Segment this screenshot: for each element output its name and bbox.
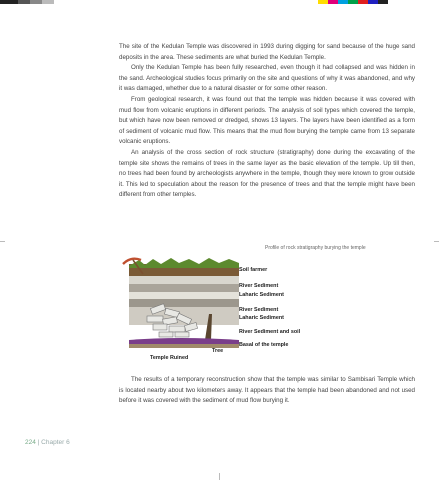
label-laharic-sediment: Laharic Sediment — [239, 315, 284, 321]
label-soil-farmer: Soil farmer — [239, 267, 268, 273]
closing-text — [119, 375, 415, 407]
label-basal-of-temple: Basal of the temple — [239, 342, 289, 348]
separator: | — [37, 439, 42, 446]
paragraph: From geological research, it was found out that the temple was hidden because it was covered with mud flow from volcanic eruptions in different periods. The analysis of soil types which covered the temple, but which have now been removed or dredged, shows 13 layers. The layers have been identified as a form of sediment of volcanic mud flow. This means that the mud flow burying the temple came from 13 separate volcanic eruptions. — [119, 95, 415, 146]
sediment-layer — [129, 299, 239, 307]
paragraph: The results of a temporary reconstruction show that the temple was similar to Sambisari Temple which is located nearby about two kilometers away. It appears that the temple had been abandoned and not used before it was covered with the sediment of mud flow burying it. — [119, 376, 415, 405]
page-footer — [25, 439, 70, 446]
page-number: 224 — [25, 439, 36, 446]
body-text — [119, 42, 415, 201]
print-color-bar — [0, 0, 439, 4]
label-river-sediment: River Sediment — [239, 307, 279, 313]
label-tree: Tree — [212, 348, 224, 354]
stratigraphy-figure — [119, 244, 419, 364]
crop-mark — [0, 241, 5, 242]
crop-mark — [434, 241, 439, 242]
label-laharic-sediment: Laharic Sediment — [239, 292, 284, 298]
label-temple-ruined: Temple Ruined — [150, 355, 189, 361]
sediment-layer — [129, 276, 239, 284]
label-river-sediment-and-soil: River Sediment and soil — [239, 329, 301, 335]
paragraph: Only the Kedulan Temple has been fully researched, even though it had collapsed and was hidden in the sand. Archeological studies focus primarily on the site and questions of why it was abandoned, and why it was damaged, whether due to a natural disaster or for some other reason. — [119, 64, 415, 93]
figure-caption: Profile of rock stratigraphy burying the temple — [265, 245, 366, 251]
sediment-layer — [129, 292, 239, 299]
paragraph: An analysis of the cross section of rock structure (stratigraphy) done during the excavating of the temple site shows the remains of trees in the same layer as the basic elevation of the temple. Up till then, no trees had been found by archeologists anywhere in the temple, though they were known to grow outside it. This led to speculation about the reason for the presence of trees and that the temple might have been different from other temples. — [119, 148, 415, 199]
basal-layer — [129, 338, 239, 344]
chapter-label: Chapter 6 — [41, 439, 70, 446]
paragraph: The site of the Kedulan Temple was discovered in 1993 during digging for sand because of the huge sand deposits in the area. These sediments are what buried the Kedulan Temple. — [119, 43, 415, 61]
grass-layer — [129, 258, 239, 268]
stratigraphy-illustration — [119, 254, 239, 362]
sediment-layer — [129, 284, 239, 292]
crop-mark — [219, 473, 220, 480]
label-river-sediment: River Sediment — [239, 283, 279, 289]
